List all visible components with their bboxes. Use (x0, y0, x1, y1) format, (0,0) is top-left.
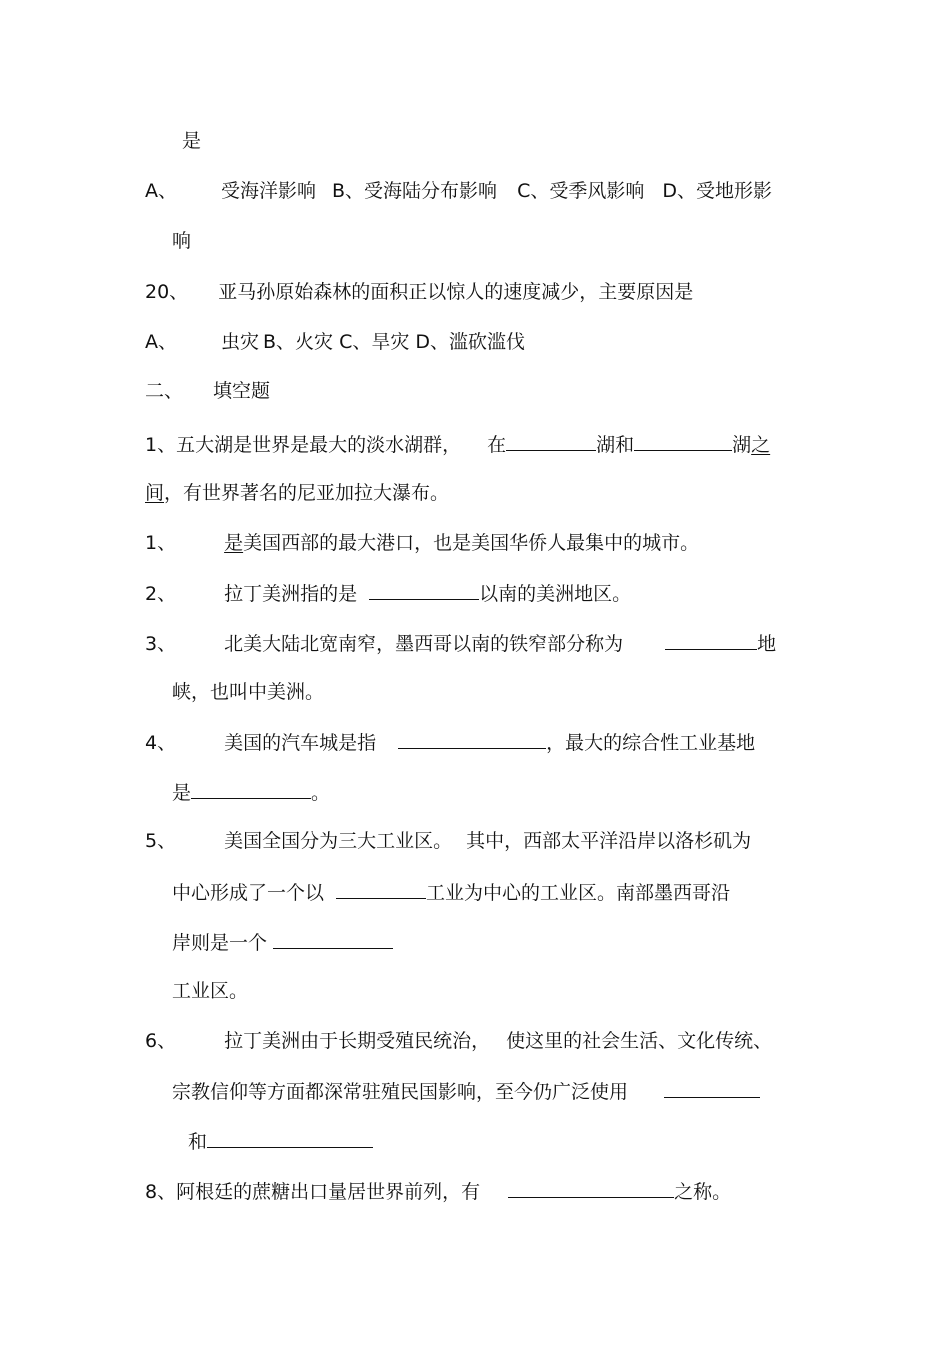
q19-opt-b: B、受海陆分布影响 (332, 180, 498, 202)
fill-5-line4: 工业区。 (172, 980, 249, 1002)
fill-2: 2、 拉丁美洲指的是 以南的美洲地区。 (145, 579, 631, 607)
q19-tail: 是 (182, 130, 202, 152)
q19-opt-d-cont: 响 (172, 230, 192, 252)
q19-options (145, 178, 772, 204)
fill-5-line3: 岸则是一个 (172, 928, 393, 956)
answer-blank[interactable] (506, 430, 596, 451)
fill-1-line2: 间，有世界著名的尼亚加拉大瀑布。 (145, 482, 450, 504)
fill-4-line1: 4、 美国的汽车城是指 ，最大的综合性工业基地 (145, 728, 755, 756)
fill-3-line2: 峡，也叫中美洲。 (172, 681, 325, 703)
q19-opt-a: 受海洋影响 (221, 180, 317, 202)
answer-blank[interactable] (369, 579, 479, 600)
fill-6-line2: 宗教信仰等方面都深常驻殖民国影响，至今仍广泛使用 (172, 1077, 760, 1105)
answer-blank[interactable] (191, 778, 311, 799)
fill-6-line1: 6、 拉丁美洲由于长期受殖民统治， 使这里的社会生活、文化传统、 (145, 1030, 773, 1052)
section-title: 填空题 (213, 380, 271, 402)
q20-question (145, 279, 693, 305)
q20-options: A、 虫灾 B、火灾 C、旱灾 D、滥砍滥伐 (145, 331, 525, 353)
fill-8: 8、阿根廷的蔗糖出口量居世界前列，有 之称。 (145, 1177, 731, 1205)
answer-blank[interactable] (273, 928, 393, 949)
fill-1b: 1、 是美国西部的最大港口，也是美国华侨人最集中的城市。 (145, 532, 700, 554)
fill-5-line1: 5、 美国全国分为三大工业区。 其中，西部太平洋沿岸以洛杉矶为 (145, 830, 752, 852)
answer-blank[interactable] (398, 728, 546, 749)
answer-blank[interactable] (664, 1077, 760, 1098)
fill-4-line2: 是 。 (172, 778, 330, 806)
q19-opt-a-label: A、 (145, 180, 177, 202)
q19-opt-d: D、受地形影 (662, 180, 772, 202)
fill-3-line1: 3、 北美大陆北宽南窄，墨西哥以南的铁窄部分称为 地 (145, 629, 776, 657)
answer-blank[interactable] (207, 1127, 373, 1148)
q20-num: 20、 (145, 281, 189, 303)
answer-blank[interactable] (634, 430, 732, 451)
q19-opt-c: C、受季风影响 (517, 180, 645, 202)
fill-6-line3: 和 (188, 1127, 373, 1155)
answer-blank[interactable] (508, 1177, 674, 1198)
section-heading: 二、 填空题 (145, 380, 271, 402)
fill-1-line1: 1、五大湖是世界是最大的淡水湖群， 在 湖和 湖之 (145, 430, 770, 458)
answer-blank[interactable] (336, 878, 426, 899)
fill-5-line2: 中心形成了一个以 工业为中心的工业区。南部墨西哥沿 (172, 878, 730, 906)
q20-text: 亚马孙原始森林的面积正以惊人的速度减少，主要原因是 (218, 281, 694, 303)
answer-blank[interactable] (665, 629, 757, 650)
